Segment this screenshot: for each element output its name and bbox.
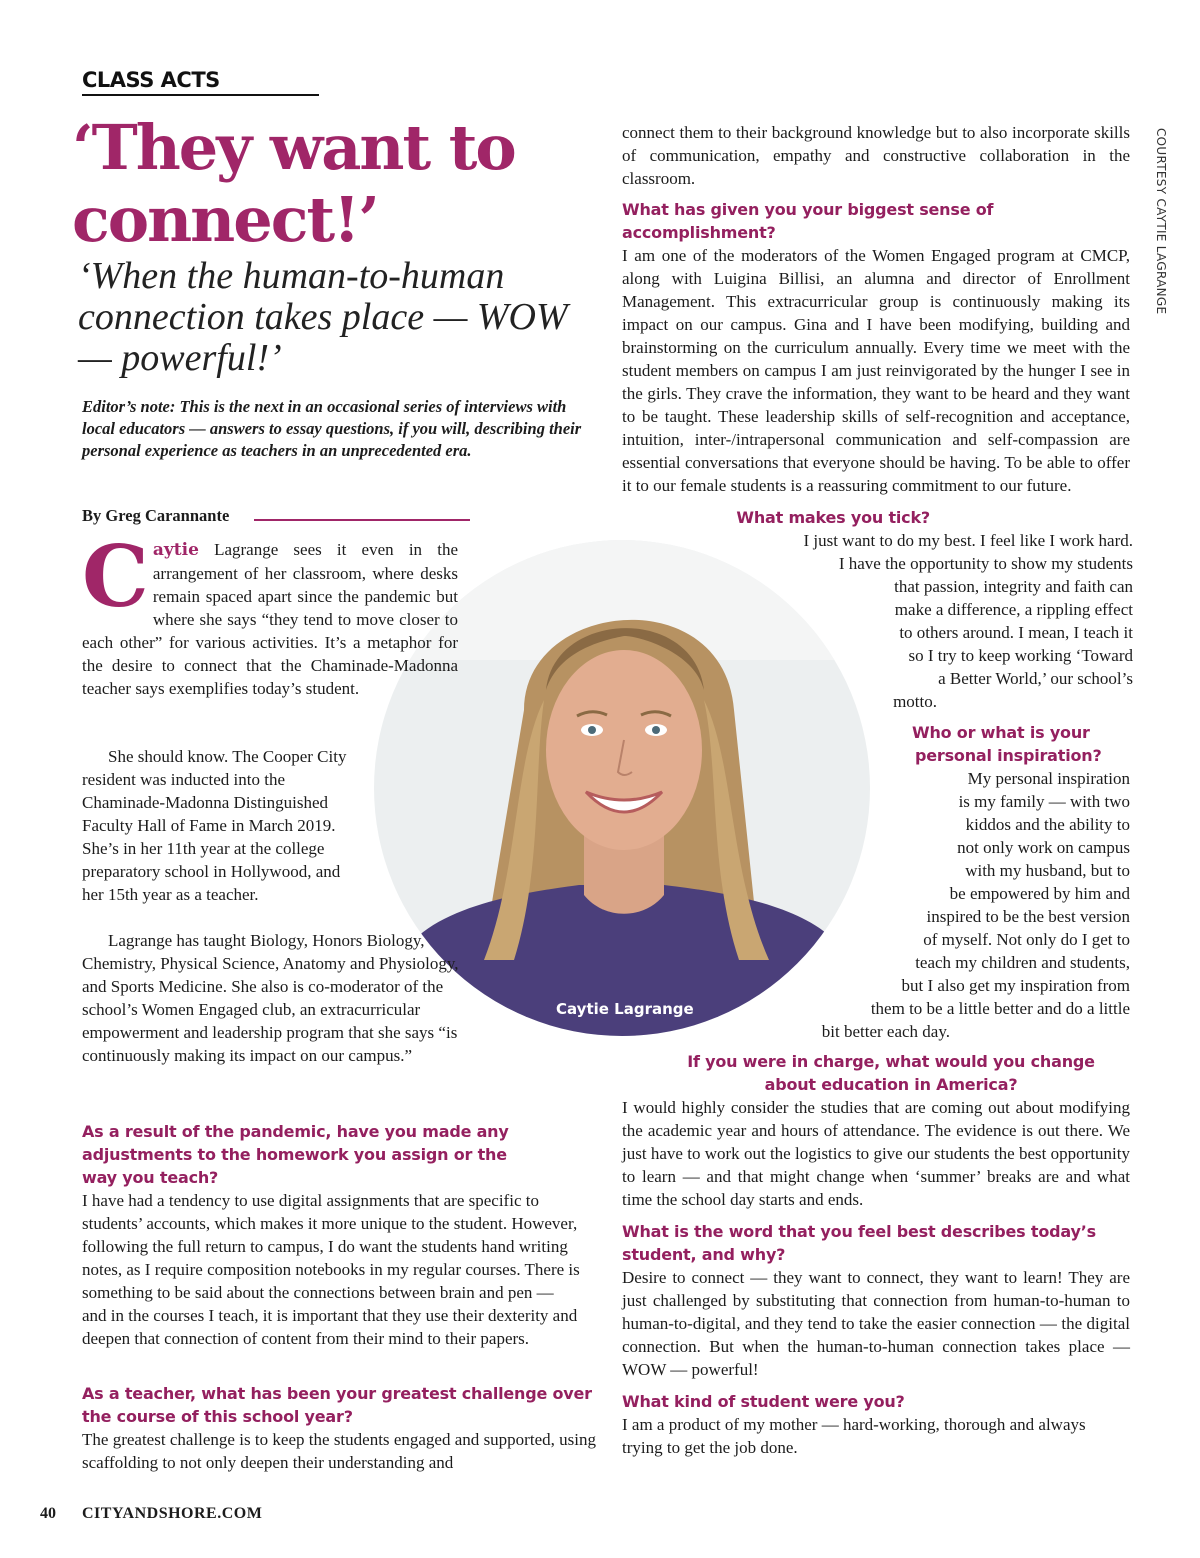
question-tick <box>700 506 930 529</box>
answer-line: so I try to keep working ‘Toward <box>908 646 1133 665</box>
answer-line: of myself. Not only do I get to <box>923 930 1130 949</box>
question: If you were in charge, what would you change about education in America? <box>687 1052 1095 1094</box>
question: What is the word that you feel best describes today’s student, and why? <box>622 1222 1096 1264</box>
answer-line: My personal inspiration <box>967 769 1130 788</box>
question: As a result of the pandemic, have you made any adjustments to the homework you assign or the way you teach? <box>82 1122 509 1187</box>
question-accomplishment: What has given you your biggest sense of accomplishment? <box>622 200 994 242</box>
answer-line: them to be a little better and do a little <box>870 999 1130 1018</box>
answer: I have had a tendency to use digital assignments that are specific to students’ accounts, which makes it more unique to the student. However, following the full return to campus, I do want the students hand writing notes, as I require composition notebooks in my regular courses. There is something to be said about the connections between brain and pen — and in the courses I teach, it is important that they use their dexterity and deepen that connection of content from their mind to their papers. <box>82 1191 580 1348</box>
site-name: CITYANDSHORE.COM <box>82 1505 263 1522</box>
qa-right-charge <box>622 1050 1130 1211</box>
answer: Desire to connect — they want to connect, they want to learn! They are just challenged by substituting that connection from human-to-human to human-to-digital, and they tend to take the easier connection — the digital connection. But when the human-to-human connection takes place — WOW — powerful! <box>622 1268 1130 1379</box>
drop-cap-continuation: aytie <box>152 540 199 560</box>
answer-line: bit better each day. <box>821 1022 950 1041</box>
question-inspiration <box>912 721 1142 767</box>
answer-line: not only work on campus <box>957 838 1130 857</box>
deck-quote: ‘When the human-to-human connection takes place — WOW — powerful!’ <box>78 255 568 379</box>
answer-line: a Better World,’ our school’s <box>938 669 1133 688</box>
byline: By Greg Carannante <box>82 506 230 525</box>
answer-line: make a difference, a rippling effect <box>894 600 1133 619</box>
continued-text: connect them to their background knowledge but to also incorporate skills of communication, empathy and constructive collaboration in the classroom. <box>622 123 1130 188</box>
answer-line: is my family — with two <box>958 792 1130 811</box>
editors-note: Editor’s note: This is the next in an occasional series of interviews with local educators — answers to essay questions, if you will, describing their personal experience as teachers in an unprecedented era. <box>82 397 582 460</box>
answer: I would highly consider the studies that are coming out about modifying the academic year and hours of attendance. The evidence is out there. We just have to work out the logistics to give our students the best opportunity to learn — and that might change when ‘summer’ breaks are and what time the school day starts and ends. <box>622 1098 1130 1209</box>
qa-left-1 <box>82 1120 582 1350</box>
question: As a teacher, what has been your greatest challenge over the course of this school year? <box>82 1384 592 1426</box>
answer-accomplishment: I am one of the moderators of the Women Engaged program at CMCP, along with Luigina Billisi, an alumna and director of Enrollment Management. This extracurricular group is continuously making its impact on our campus. Gina and I have been modifying, building and brainstorming on the curriculum annually. Every time we meet with the student members on campus I am just reinvigorated by the hunger I see in the girls. They crave the information, they want to be heard and they want to be taught. These leadership skills of self-recognition and acceptance, intuition, inter-/intrapersonal communication and self-compassion are essential conversations that everyone should be having. To be able to offer it to our female students is a reassuring commitment to our future. <box>622 246 1130 495</box>
intro-paragraph-2: She should know. The Cooper City resident was inducted into the Chaminade-Madonna Distinguished Faculty Hall of Fame in March 2019. She’s in her 11th year at the college preparatory school in Hollywood, and her 15th year as a teacher. <box>82 747 347 904</box>
answer-tick <box>700 529 1133 713</box>
qa-right-word <box>622 1220 1130 1381</box>
photo-credit: COURTESY CAYTIE LAGRANGE <box>1154 128 1168 315</box>
headline: ‘They want to connect!’ <box>72 111 515 256</box>
answer: I am a product of my mother — hard-working, thorough and always trying to get the job done. <box>622 1415 1086 1457</box>
intro-block <box>82 527 458 700</box>
answer-line: but I also get my inspiration from <box>901 976 1130 995</box>
answer-line: to others around. I mean, I teach it <box>899 623 1133 642</box>
section-label: CLASS ACTS <box>82 68 220 92</box>
answer-line: inspired to be the best version <box>926 907 1130 926</box>
answer-line: that passion, integrity and faith can <box>894 577 1133 596</box>
question-line: personal inspiration? <box>915 746 1102 765</box>
answer-line: I just want to do my best. I feel like I work hard. <box>803 531 1133 550</box>
question: What kind of student were you? <box>622 1392 905 1411</box>
answer-line: with my husband, but to <box>965 861 1130 880</box>
page-number: 40 <box>40 1505 56 1522</box>
right-column-top <box>622 121 1130 497</box>
answer-line: be empowered by him and <box>949 884 1130 903</box>
answer-line: motto. <box>893 692 937 711</box>
section-rule <box>82 94 319 96</box>
drop-cap: C <box>82 527 149 626</box>
byline-rule <box>254 519 470 521</box>
photo-caption: Caytie Lagrange <box>556 1000 694 1018</box>
question-line: Who or what is your <box>912 723 1090 742</box>
intro-paragraph-1: Caytie Lagrange sees it even in the arrangement of her classroom, where desks remain spaced apart since the pandemic but where she says “they tend to move closer to each other” for various activities. It’s a metaphor for the desire to connect that the Chaminade-Madonna teacher says exemplifies today’s student. <box>82 527 458 698</box>
answer: The greatest challenge is to keep the students engaged and supported, using scaffolding to not only deepen their understanding and <box>82 1430 596 1472</box>
intro-paragraph-3: Lagrange has taught Biology, Honors Biology, Chemistry, Physical Science, Anatomy and Physiology, and Sports Medicine. She also is co-moderator of the school’s Women Engaged club, an extracurricular empowerment and leadership program that she says “is continuously making its impact on our campus.” <box>82 931 459 1065</box>
qa-left-2 <box>82 1382 596 1474</box>
answer-inspiration <box>700 767 1130 1043</box>
qa-right-student <box>622 1390 1130 1459</box>
answer-line: kiddos and the ability to <box>965 815 1130 834</box>
answer-line: teach my children and students, <box>915 953 1130 972</box>
question-tick-text: What makes you tick? <box>736 508 930 527</box>
answer-line: I have the opportunity to show my students <box>838 554 1133 573</box>
